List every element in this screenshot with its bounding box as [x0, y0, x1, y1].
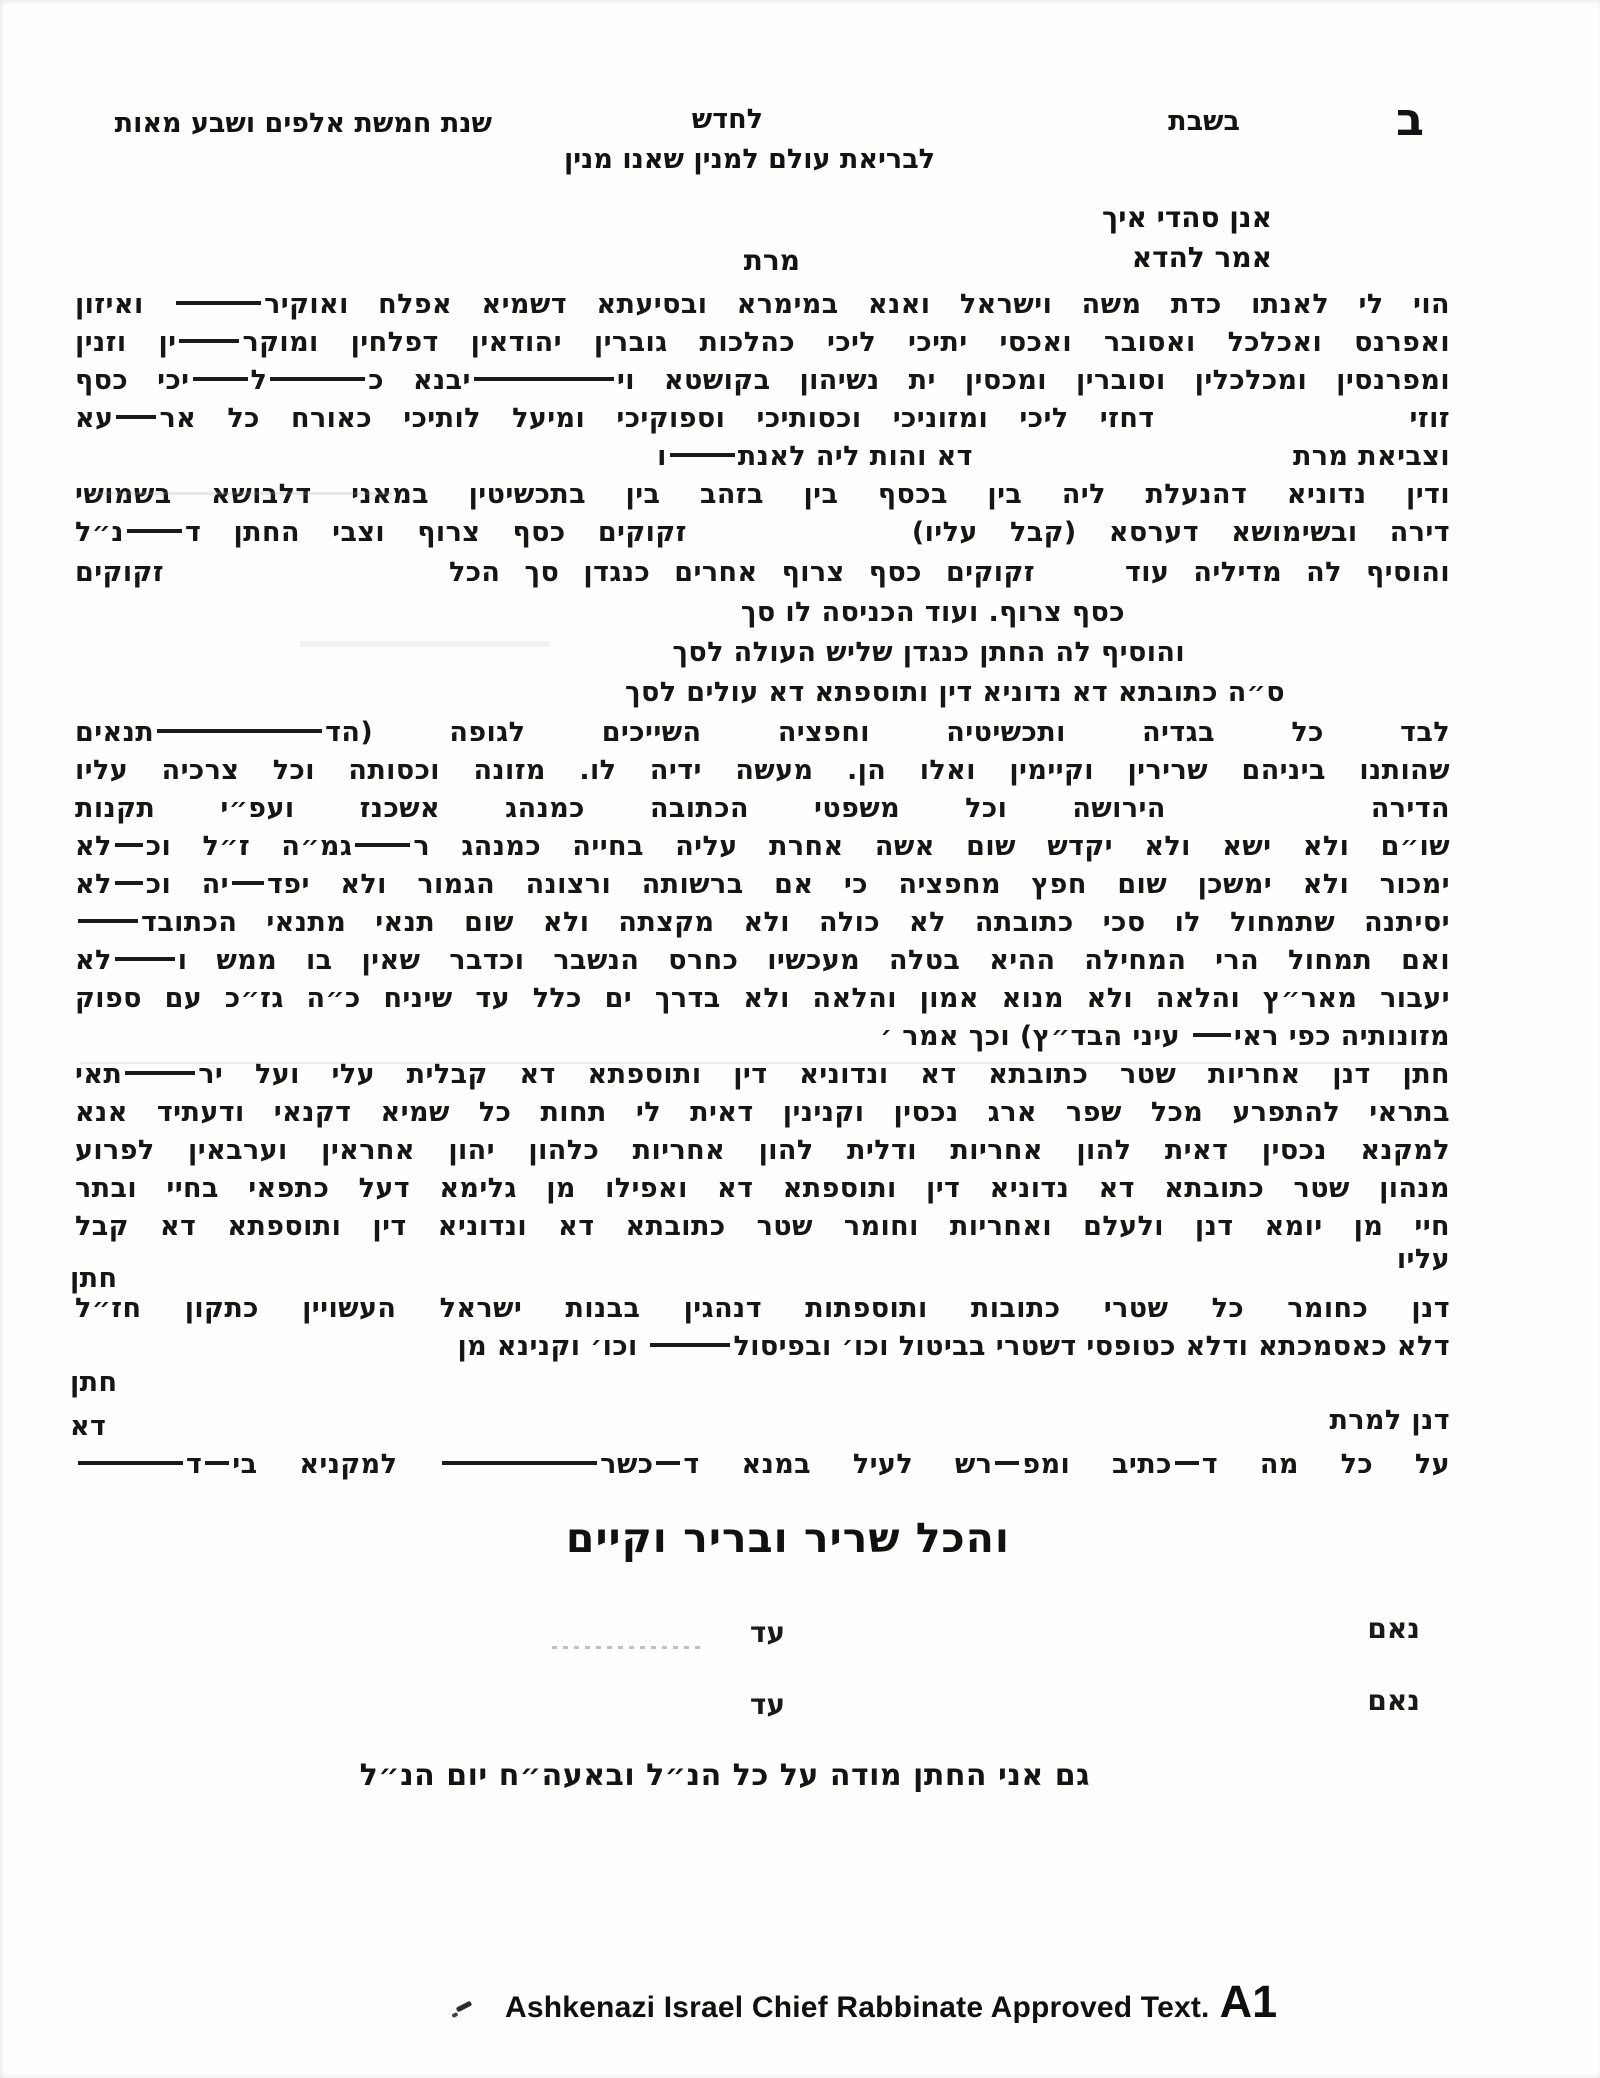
ink-mark	[456, 2001, 473, 2013]
ketubah-text: זקוקים כסף צרוף אחרים כנגדן סך הכל	[449, 557, 1035, 588]
witness-label: עד	[749, 1616, 785, 1649]
ketubah-text: יבנא כ	[368, 365, 471, 396]
fill-in-blank-line	[116, 415, 156, 419]
ketubah-text: זקוקים	[75, 557, 164, 588]
ketubah-text: ימכור ולא ימשכן שום חפץ מחפציה כי אם ברשותה ורצונה הגמור ולא יפד	[267, 869, 1451, 900]
ketubah-text: דנן למרת	[1329, 1405, 1450, 1436]
ketubah-line	[75, 1134, 1450, 1168]
ketubah-text: למקנא נכסין דאית להון אחריות ודלית להון אחריות כלהון יהון אחראין וערבאין לפרוע	[75, 1135, 1450, 1166]
ketubah-line	[75, 364, 1450, 398]
ketubah-line	[70, 1366, 117, 1400]
ketubah-line	[75, 326, 1450, 360]
fill-in-blank-line	[650, 1343, 730, 1347]
fill-in-blank-line	[157, 729, 322, 733]
ketubah-line	[657, 440, 1450, 474]
day-of-week-label: בשבת	[1168, 106, 1240, 137]
ketubah-line	[75, 830, 1450, 864]
ketubah-text: וכו׳ וקנינא מן	[457, 1331, 648, 1362]
ketubah-text: ואם תמחול הרי המחילה ההיא בטלה מעכשיו כחרס הנשבר וכדבר שאין בו ממש ו	[177, 945, 1450, 976]
fill-in-blank-line	[474, 377, 614, 381]
ketubah-line	[75, 906, 1450, 940]
fill-in-blank-line	[78, 919, 138, 923]
ketubah-text: ס״ה כתובתא דא נדוניא דין ותוספתא דא עולים לסך	[624, 677, 1285, 708]
fill-in-blank-line	[442, 1461, 597, 1465]
ketubah-line	[75, 288, 1450, 322]
ketubah-text: ין וזנין	[75, 327, 177, 358]
month-label: לחדש	[691, 104, 763, 135]
ketubah-line	[457, 1330, 1450, 1364]
footer-code: A1	[1219, 1976, 1278, 2027]
ketubah-text: ואיזון	[75, 289, 174, 320]
ketubah-text: מנהון שטר כתובתא דא נדוניא דין ותוספתא דא ואפילו מן גלימא דעל כתפאי בחיי ובתר	[75, 1173, 1450, 1204]
ketubah-text: שהותנו ביניהם שרירין וקיימין ואלו הן. מעשה ידיה לו. מזונה וכסותה וכל צרכיה עליו	[75, 755, 1450, 786]
ketubah-text: גמ״ה ז״ל וכ	[145, 831, 353, 862]
ketubah-text: יה וכ	[145, 869, 230, 900]
ketubah-line	[1397, 1243, 1450, 1277]
ketubah-text: עיני הבד״ץ) וכך אמר ׳	[880, 1021, 1190, 1052]
fill-in-blank-line	[115, 881, 143, 885]
ketubah-text: שו״ם ולא ישא ולא יקדש שום אשה אחרת עליה בחייה כמנהג ר	[413, 831, 1450, 862]
fill-in-blank-line	[176, 301, 261, 305]
ketubah-text: עא	[75, 403, 114, 434]
ketubah-line	[75, 1096, 1450, 1130]
fill-in-blank-line	[125, 1071, 195, 1075]
ketubah-line	[70, 1262, 117, 1296]
fill-in-blank-line	[127, 529, 182, 533]
ketubah-text: ד	[186, 1449, 203, 1480]
ketubah-text: דלא כאסמכתא ודלא כטופסי דשטרי בביטול וכו׳ ובפיסול	[733, 1331, 1450, 1362]
ketubah-line	[75, 402, 1450, 436]
footer-caption-row	[505, 1976, 1278, 2027]
ketubah-line	[75, 556, 1450, 590]
ketubah-text: והוסיף לה החתן כנגדן שליש העולה לסך	[672, 637, 1185, 668]
fill-in-blank-line	[115, 843, 143, 847]
fill-in-blank-line	[995, 1461, 1019, 1465]
ketubah-text: כסף צרוף. ועוד הכניסה לו סך	[740, 597, 1125, 628]
ketubah-text: בתראי להתפרע מכל שפר ארג נכסין וקנינין דאית לי תחות כל שמיא דקנאי ודעתיד אנא	[75, 1097, 1450, 1128]
ketubah-text: ואפרנס ואכלכל ואסובר ואכסי יתיכי ליכי כהלכות גוברין יהודאין דפלחין ומוקר	[242, 327, 1451, 358]
scan-artifact	[300, 641, 550, 647]
scan-artifact	[92, 492, 392, 495]
ketubah-text: חיי מן יומא דנן ולעלם ואחריות וחומר שטר כתובתא דא ונדוניא דין ותוספתא דא קבל	[75, 1211, 1450, 1242]
ketubah-text: חתן דנן אחריות שטר כתובתא דא ונדוניא דין ותוספתא דא קבלית עלי ועל יר	[198, 1059, 1450, 1090]
signed-by-label: נאם	[1367, 1684, 1420, 1717]
ketubah-line	[75, 1292, 1450, 1326]
ketubah-text: כתיב ומפ	[1022, 1449, 1172, 1480]
ketubah-line	[672, 636, 1185, 670]
ketubah-text: הוי לי לאנתו כדת משה וישראל ואנא במימרא ובסיעתא דשמיא אפלח ואוקיר	[264, 289, 1451, 320]
ketubah-text: לא	[75, 945, 112, 976]
fill-in-blank-line	[232, 881, 264, 885]
ketubah-text: לבד כל בגדיה ותכשיטיה וחפציה השייכים לגופה (הד	[325, 717, 1450, 748]
fill-in-blank-line	[205, 1461, 229, 1465]
witness-intro-line: אנן סהדי איך	[1102, 201, 1272, 234]
ketubah-line	[75, 1172, 1450, 1206]
fill-in-blank-line	[1175, 1461, 1199, 1465]
ketubah-text: זוזי	[1409, 403, 1450, 434]
ketubah-text: חתן	[70, 1367, 118, 1398]
ketubah-text: יכי כסף	[75, 365, 190, 396]
ketubah-line	[75, 478, 1450, 512]
ketubah-text: רש לעיל במנא ד	[683, 1449, 993, 1480]
creation-era-line: לבריאת עולם למנין שאנו מנין	[563, 144, 935, 175]
ketubah-text: תנאים	[75, 717, 155, 748]
ketubah-text: ו	[657, 441, 667, 472]
ketubah-line	[75, 516, 1450, 550]
footer-caption: Ashkenazi Israel Chief Rabbinate Approved Text.	[505, 1991, 1210, 2024]
fill-in-blank-line	[193, 377, 248, 381]
ketubah-text: ודין נדוניא דהנעלת ליה בין בכסף בין בזהב בין בתכשיטין במאני דלבושא בשמושי	[75, 479, 1450, 510]
scan-artifact	[80, 1062, 1440, 1064]
section-letter: ב	[1395, 92, 1424, 146]
ketubah-text: כשר	[600, 1449, 654, 1480]
fill-in-blank-line	[179, 339, 239, 343]
ketubah-text: עליו	[1396, 1244, 1450, 1275]
ketubah-text: על כל מה ד	[1201, 1449, 1450, 1480]
fill-in-blank-line	[1193, 1033, 1231, 1037]
ketubah-text: והוסיף לה מדיליה עוד	[1124, 557, 1450, 588]
ketubah-text: וצביאת מרת	[1292, 441, 1450, 472]
ketubah-line	[70, 1410, 106, 1444]
scan-artifact	[552, 1646, 702, 1649]
ketubah-text: דחזי ליכי ומזוניכי וכסותיכי וספוקיכי ומיעל לותיכי כאורח כל אר	[159, 403, 1155, 434]
ketubah-text: תאי	[75, 1059, 123, 1090]
groom-acknowledgment-line: גם אני החתן מודה על כל הנ״ל ובאעה״ח יום הנ״ל	[359, 1758, 1090, 1793]
ketubah-text: דא	[70, 1411, 107, 1442]
ketubah-text: למקניא בי	[232, 1449, 440, 1480]
ketubah-text: נ״ל	[75, 517, 124, 548]
fill-in-blank-line	[115, 957, 175, 961]
ketubah-text: הירושה וכל משפטי הכתובה כמנהג אשכנז ועפ״י תקנות	[75, 793, 1166, 824]
ketubah-text: הדירה	[1370, 793, 1450, 824]
closing-declaration: והכל שריר ובריר וקיים	[565, 1514, 1010, 1562]
ketubah-text: יסיתנה שתמחול לו סכי כתובתה לא כולה ולא מקצתה ולא שום תנאי מתנאי הכתובד	[141, 907, 1450, 938]
ketubah-text: לא	[75, 831, 112, 862]
ketubah-line	[741, 596, 1125, 630]
ketubah-text: דירה ובשימושא דערסא (קבל עליו)	[911, 517, 1450, 548]
ketubah-text: ל	[250, 365, 268, 396]
ketubah-line	[880, 1020, 1450, 1054]
ketubah-line	[75, 792, 1450, 826]
signed-by-label: נאם	[1367, 1612, 1420, 1645]
ketubah-text: חתן	[70, 1263, 118, 1294]
fill-in-blank-line	[270, 377, 365, 381]
fill-in-blank-line	[355, 843, 410, 847]
ketubah-line	[1329, 1404, 1450, 1438]
fill-in-blank-line	[670, 453, 735, 457]
ketubah-text: מזונותיה כפי ראי	[1233, 1021, 1450, 1052]
ketubah-text: לא	[75, 869, 112, 900]
ketubah-line	[75, 754, 1450, 788]
witness-label: עד	[749, 1688, 785, 1721]
ketubah-text: יעבור מאר״ץ והלאה ולא מנוא אמון והלאה ולא בדרך ים כלל עד שיניח כ״ה גז״כ עם ספוק	[75, 983, 1450, 1014]
ketubah-line	[75, 868, 1450, 902]
ketubah-text: דנן כחומר כל שטרי כתובות ותוספתות דנהגין בבנות ישראל העשויין כתקון חז״ל	[75, 1293, 1450, 1324]
ketubah-line	[75, 716, 1450, 750]
year-label: שנת חמשת אלפים ושבע מאות	[114, 108, 492, 139]
fill-in-blank-line	[78, 1461, 183, 1465]
ketubah-line	[75, 982, 1450, 1016]
ketubah-text: ומפרנסין ומכלכלין וסוברין ומכסין ית נשיהון בקושטא וי	[616, 365, 1450, 396]
ketubah-text: זקוקים כסף צרוף וצבי החתן ד	[184, 517, 687, 548]
title-mrs-label: מרת	[743, 244, 800, 277]
ketubah-line	[75, 1448, 1450, 1482]
ketubah-line	[75, 1210, 1450, 1244]
said-to-label: אמר להדא	[1131, 241, 1272, 274]
fill-in-blank-line	[656, 1461, 680, 1465]
ketubah-line	[625, 676, 1285, 710]
ketubah-line	[75, 944, 1450, 978]
ketubah-text: דא והות ליה לאנת	[737, 441, 973, 472]
